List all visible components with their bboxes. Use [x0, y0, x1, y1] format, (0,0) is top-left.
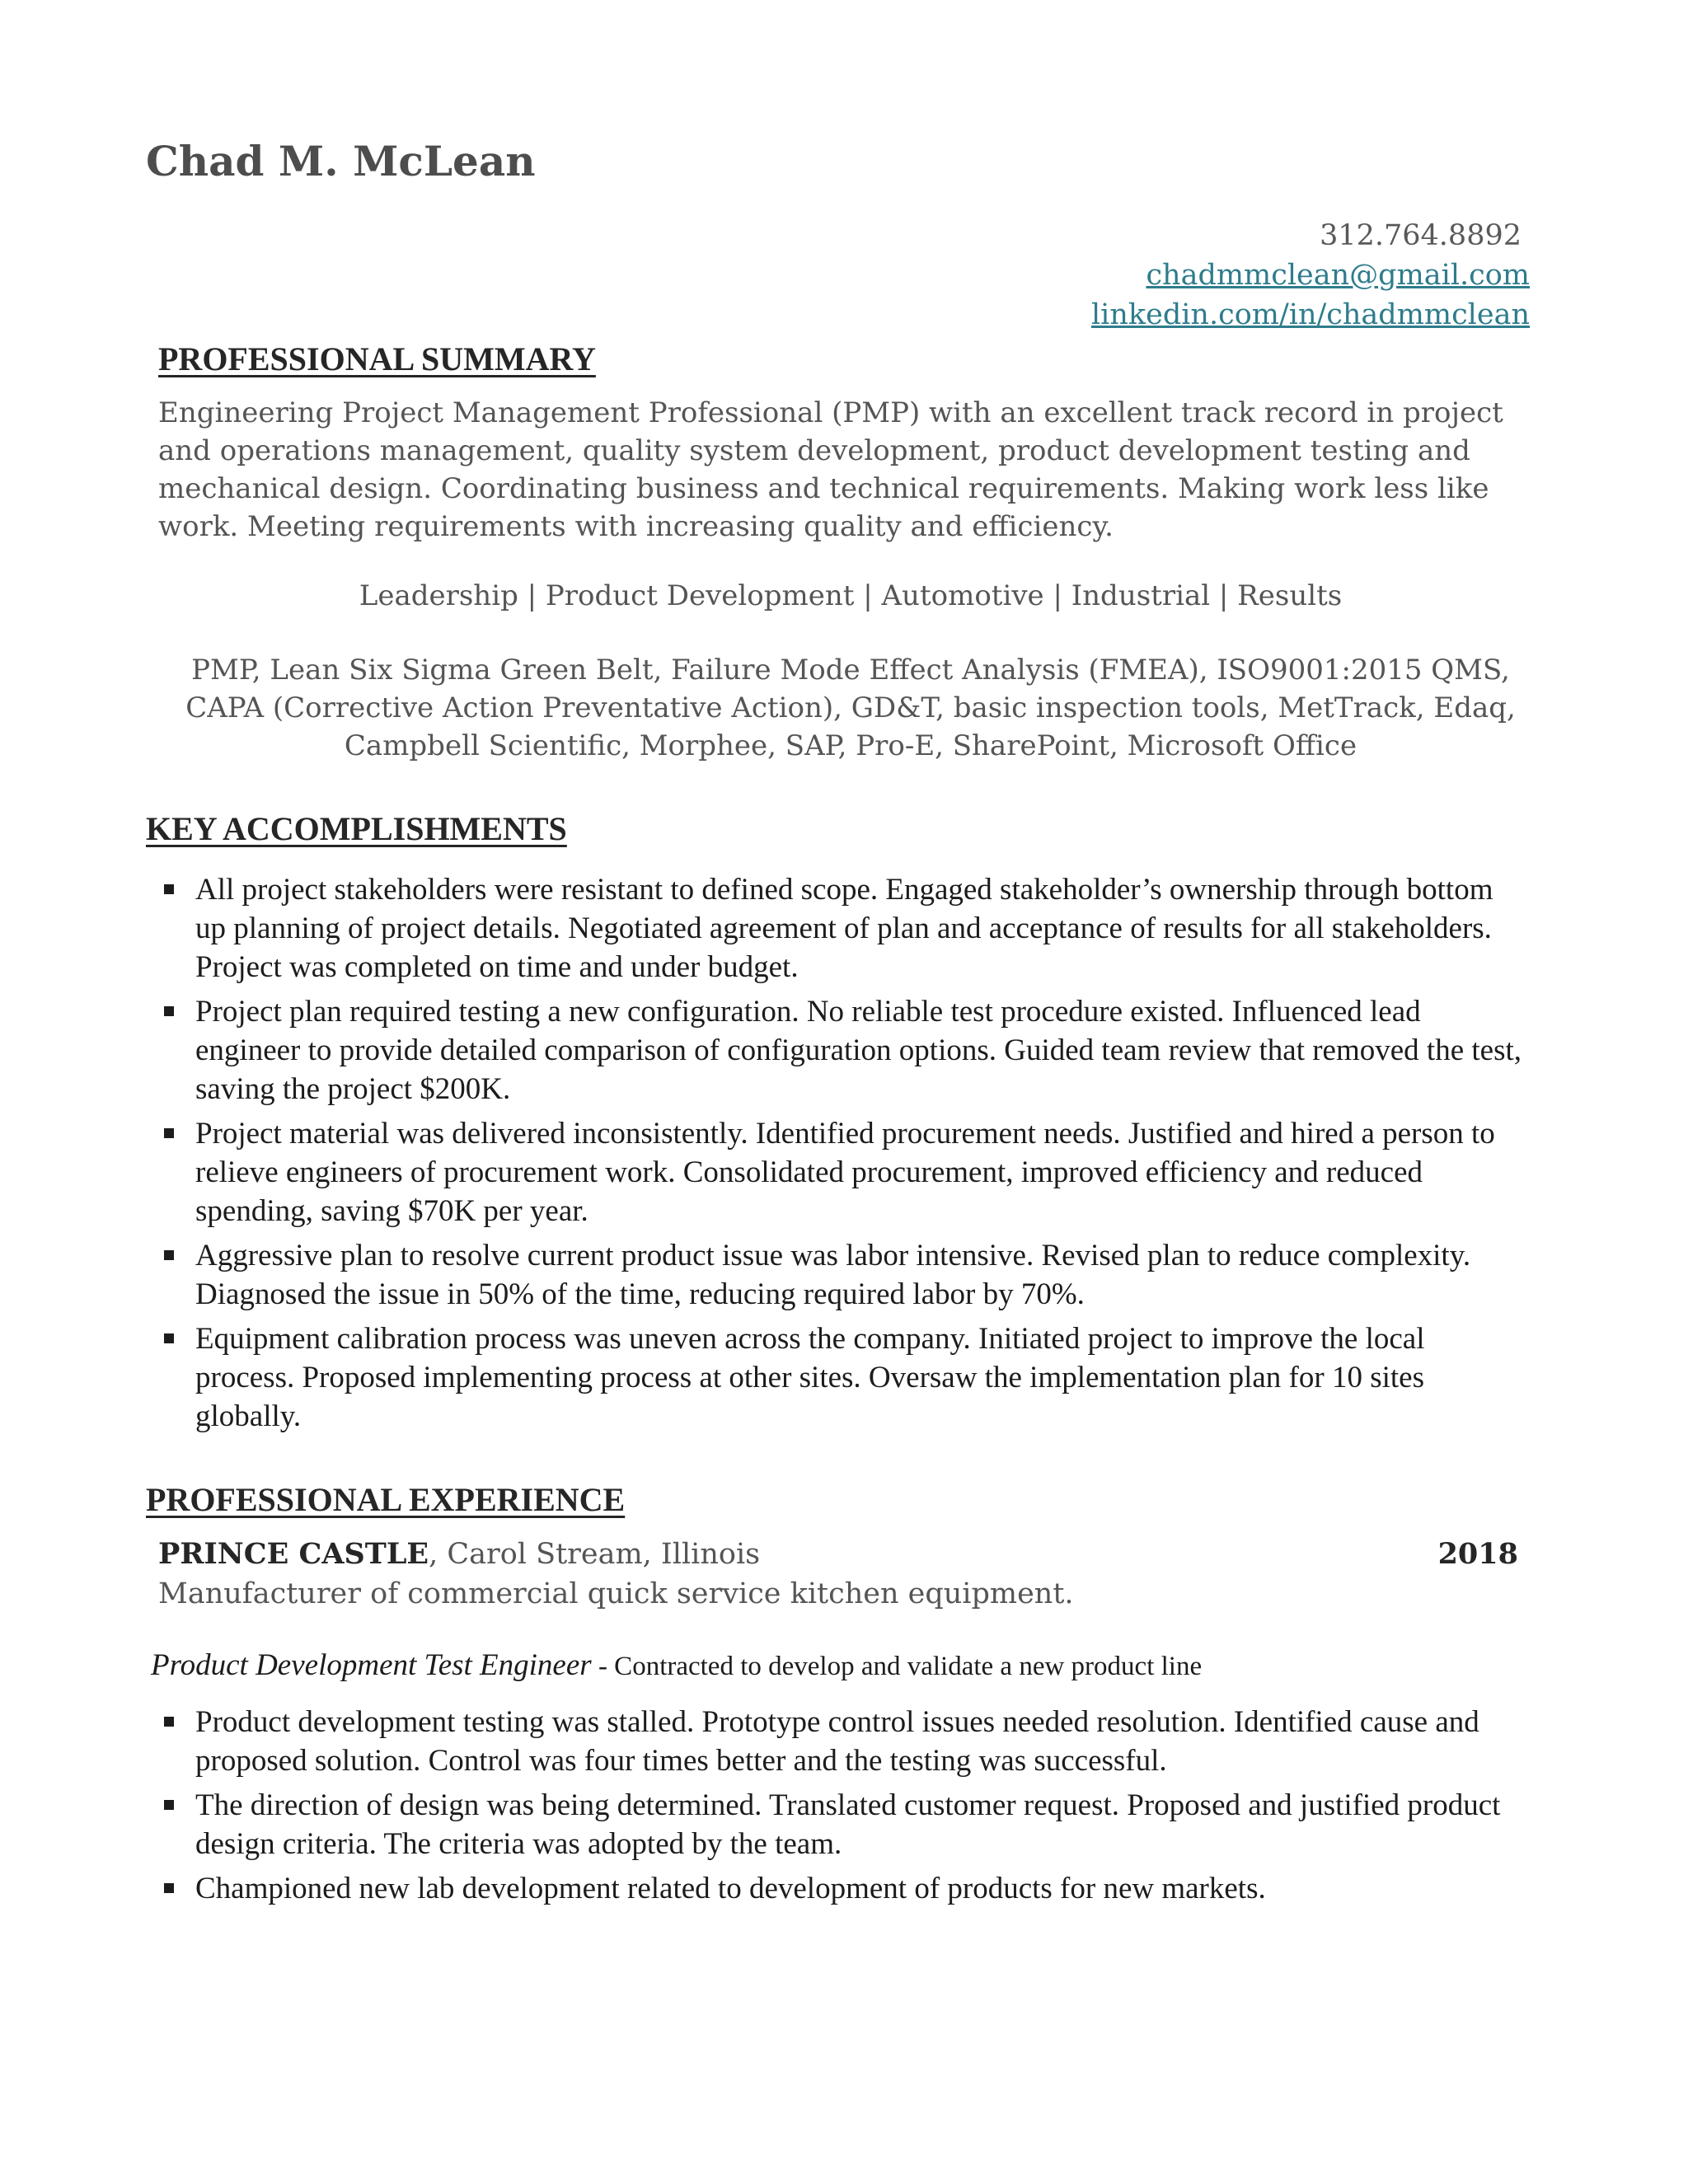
list-item-text: The direction of design was being determined. Translated customer request. Proposed and justified product design criteria. The criteria was adopted by the team.	[195, 1788, 1501, 1861]
linkedin-link[interactable]: linkedin.com/in/chadmmclean	[1090, 298, 1530, 331]
summary-text: Engineering Project Management Professional (PMP) with an excellent track record in project and operations management, quality system development, product development testing and mechanical design. Coordinating business and technical requirements. Making work less like work. Meeting requirements with increasing quality and efficiency.	[158, 396, 1503, 543]
bullet-square-icon	[164, 1250, 174, 1260]
accomplishments-list	[162, 870, 1531, 1441]
list-item	[162, 1319, 1531, 1436]
list-item	[162, 992, 1531, 1108]
keywords-line: Leadership | Product Development | Automotive | Industrial | Results	[359, 579, 1343, 612]
resume-name: Chad M. McLean	[146, 137, 536, 185]
bullet-square-icon	[164, 1128, 174, 1138]
skills-list: PMP, Lean Six Sigma Green Belt, Failure Mode Effect Analysis (FMEA), ISO9001:2015 QMS, CAPA (Corrective Action Preventative Action), GD&T, basic inspection tools, MetTrack, Edaq, Campbell Scientific, Morphee, SAP, Pro-E, SharePoint, Microsoft Office	[185, 654, 1516, 762]
experience-heading: PROFESSIONAL EXPERIENCE	[146, 1481, 626, 1518]
bullet-square-icon	[164, 884, 174, 894]
employment-year: 2018	[1437, 1537, 1518, 1571]
list-item-text: Equipment calibration process was uneven across the company. Initiated project to improve the local process. Proposed implementing process at other sites. Oversaw the implementation plan for 10 sites globally.	[195, 1322, 1425, 1433]
bullet-square-icon	[164, 1717, 174, 1727]
phone-number: 312.764.8892	[1320, 219, 1522, 252]
list-item	[162, 1703, 1531, 1780]
accomplishments-heading: KEY ACCOMPLISHMENTS	[146, 810, 567, 847]
experience-list	[162, 1703, 1531, 1914]
list-item	[162, 870, 1531, 987]
list-item-text: Project plan required testing a new configuration. No reliable test procedure existed. Influenced lead engineer to provide detailed comparison of configuration options. Guided team review that removed the test, saving the project $200K.	[195, 995, 1522, 1106]
company-location: , Carol Stream, Illinois	[429, 1538, 761, 1571]
role-line	[151, 1645, 1202, 1686]
bullet-square-icon	[164, 1800, 174, 1810]
bullet-square-icon	[164, 1006, 174, 1016]
list-item-text: Aggressive plan to resolve current product issue was labor intensive. Revised plan to reduce complexity. Diagnosed the issue in 50% of the time, reducing required labor by 70%.	[195, 1239, 1471, 1311]
list-item	[162, 1236, 1531, 1314]
role-title: Product Development Test Engineer	[151, 1648, 592, 1682]
list-item	[162, 1869, 1531, 1908]
role-description: - Contracted to develop and validate a new product line	[591, 1652, 1203, 1681]
list-item-text: All project stakeholders were resistant to defined scope. Engaged stakeholder’s ownership through bottom up planning of project details. Negotiated agreement of plan and acceptance of results for all stakeholders. Project was completed on time and under budget.	[195, 873, 1493, 984]
summary-heading: PROFESSIONAL SUMMARY	[158, 340, 596, 377]
list-item-text: Project material was delivered inconsistently. Identified procurement needs. Justified and hired a person to relieve engineers of procurement work. Consolidated procurement, improved efficiency and reduced spending, saving $70K per year.	[195, 1117, 1495, 1228]
list-item-text: Championed new lab development related to development of products for new markets.	[195, 1872, 1266, 1905]
company-line	[158, 1535, 1518, 1574]
bullet-square-icon	[164, 1883, 174, 1893]
email-link[interactable]: chadmmclean@gmail.com	[1146, 259, 1530, 292]
company-name: PRINCE CASTLE	[158, 1537, 429, 1571]
company-description: Manufacturer of commercial quick service kitchen equipment.	[158, 1577, 1074, 1610]
list-item	[162, 1114, 1531, 1230]
bullet-square-icon	[164, 1333, 174, 1343]
contact-block	[1091, 216, 1530, 335]
list-item-text: Product development testing was stalled. Prototype control issues needed resolution. Identified cause and proposed solution. Control was four times better and the testing was successful.	[195, 1705, 1479, 1778]
list-item	[162, 1786, 1531, 1863]
